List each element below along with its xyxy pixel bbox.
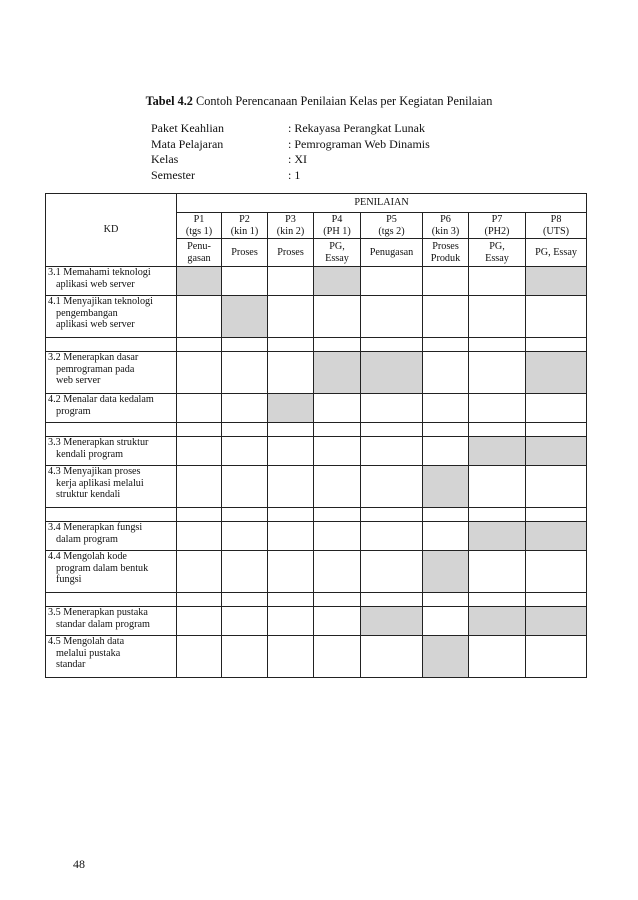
column-method-p3 (268, 239, 314, 267)
kd-line: standar (56, 659, 86, 671)
meta-label: Semester (151, 167, 195, 182)
empty-cell (222, 394, 268, 423)
method-text: Penu- (187, 240, 211, 252)
kd-cell (46, 607, 177, 636)
shaded-cell (222, 296, 268, 338)
spacer-row (46, 508, 587, 522)
column-code: P2 (239, 213, 250, 225)
empty-cell (268, 267, 314, 296)
empty-cell (526, 551, 587, 593)
empty-cell (46, 423, 177, 437)
empty-cell (222, 466, 268, 508)
empty-cell (314, 466, 361, 508)
page-number: 48 (73, 857, 85, 871)
empty-cell (314, 296, 361, 338)
empty-cell (177, 636, 222, 678)
empty-cell (46, 508, 177, 522)
method-text: gasan (187, 252, 211, 264)
meta-row (151, 137, 430, 153)
kd-line: program dalam bentuk (56, 562, 149, 574)
empty-cell (314, 423, 361, 437)
empty-cell (222, 352, 268, 394)
column-code: P1 (193, 213, 205, 225)
kd-line: pengembangan (56, 307, 118, 319)
kd-line: web server (56, 375, 101, 387)
kd-line: 3.3 Menerapkan struktur (48, 437, 149, 448)
empty-cell (177, 466, 222, 508)
kd-line: standar dalam program (56, 618, 150, 630)
empty-cell (314, 437, 361, 466)
table-row (46, 607, 587, 636)
empty-cell (177, 423, 222, 437)
empty-cell (268, 296, 314, 338)
empty-cell (268, 352, 314, 394)
empty-cell (222, 508, 268, 522)
column-header-p8 (526, 213, 587, 239)
table-row (46, 522, 587, 551)
column-sub: (PH2) (484, 225, 510, 237)
kd-line: 3.5 Menerapkan pustaka (48, 607, 148, 618)
kd-cell (46, 466, 177, 508)
kd-cell (46, 522, 177, 551)
kd-header: KD (46, 194, 177, 267)
shaded-cell (423, 466, 469, 508)
empty-cell (177, 508, 222, 522)
kd-cell (46, 352, 177, 394)
kd-line: 4.2 Menalar data kedalam (48, 394, 154, 405)
shaded-cell (526, 352, 587, 394)
empty-cell (423, 338, 469, 352)
empty-cell (469, 551, 526, 593)
empty-cell (526, 466, 587, 508)
empty-cell (361, 551, 423, 593)
kd-line: 3.2 Menerapkan dasar (48, 352, 139, 363)
empty-cell (268, 593, 314, 607)
shaded-cell (314, 267, 361, 296)
spacer-row (46, 338, 587, 352)
empty-cell (222, 593, 268, 607)
kd-line: 4.1 Menyajikan teknologi (48, 296, 153, 307)
empty-cell (268, 437, 314, 466)
column-method-p7 (469, 239, 526, 267)
shaded-cell (361, 607, 423, 636)
empty-cell (469, 466, 526, 508)
shaded-cell (526, 437, 587, 466)
empty-cell (526, 338, 587, 352)
column-header-p3 (268, 213, 314, 239)
shaded-cell (361, 352, 423, 394)
empty-cell (361, 296, 423, 338)
column-method-p1 (177, 239, 222, 267)
empty-cell (222, 267, 268, 296)
header-row-penilaian (46, 194, 587, 213)
empty-cell (361, 593, 423, 607)
empty-cell (526, 423, 587, 437)
empty-cell (268, 522, 314, 551)
column-sub: (kin 3) (431, 225, 460, 237)
kd-line: 3.4 Menerapkan fungsi (48, 522, 143, 533)
column-code: P7 (491, 213, 503, 225)
empty-cell (314, 607, 361, 636)
empty-cell (177, 394, 222, 423)
kd-cell (46, 636, 177, 678)
empty-cell (526, 394, 587, 423)
empty-cell (314, 636, 361, 678)
empty-cell (469, 593, 526, 607)
empty-cell (268, 551, 314, 593)
method-text: Proses (231, 246, 258, 258)
empty-cell (361, 508, 423, 522)
assessment-table (45, 193, 587, 678)
column-header-p1 (177, 213, 222, 239)
kd-cell (46, 267, 177, 296)
method-text: Proses (277, 246, 304, 258)
empty-cell (314, 551, 361, 593)
empty-cell (526, 593, 587, 607)
column-code: P5 (386, 213, 397, 225)
table-row (46, 437, 587, 466)
empty-cell (361, 394, 423, 423)
empty-cell (268, 338, 314, 352)
empty-cell (268, 466, 314, 508)
column-header-p6 (423, 213, 469, 239)
empty-cell (314, 522, 361, 551)
table-caption (0, 94, 638, 109)
meta-value: : 1 (288, 167, 301, 182)
method-text: Essay (325, 252, 349, 264)
kd-line: 4.3 Menyajikan proses (48, 466, 141, 477)
method-text: Produk (430, 252, 461, 264)
empty-cell (423, 508, 469, 522)
column-code: P4 (331, 213, 343, 225)
shaded-cell (469, 437, 526, 466)
method-text: PG, (489, 240, 505, 252)
empty-cell (469, 423, 526, 437)
empty-cell (526, 636, 587, 678)
method-text: PG, Essay (535, 246, 577, 258)
kd-cell (46, 394, 177, 423)
empty-cell (361, 522, 423, 551)
shaded-cell (268, 394, 314, 423)
empty-cell (423, 352, 469, 394)
shaded-cell (314, 352, 361, 394)
table-row (46, 636, 587, 678)
empty-cell (469, 352, 526, 394)
kd-line: kerja aplikasi melalui (56, 477, 144, 489)
column-method-p6 (423, 239, 469, 267)
empty-cell (469, 508, 526, 522)
kd-line: 4.4 Mengolah kode (48, 551, 127, 562)
empty-cell (177, 551, 222, 593)
meta-info (151, 121, 430, 183)
meta-row (151, 168, 430, 184)
column-sub: (PH 1) (323, 225, 351, 237)
kd-line: 3.1 Memahami teknologi (48, 267, 151, 278)
column-method-p5 (361, 239, 423, 267)
kd-line: fungsi (56, 574, 82, 586)
empty-cell (361, 437, 423, 466)
kd-line: program (56, 405, 91, 417)
table-row (46, 466, 587, 508)
empty-cell (177, 607, 222, 636)
empty-cell (526, 296, 587, 338)
meta-value: : XI (288, 152, 307, 167)
method-text: PG, (329, 240, 345, 252)
meta-row (151, 152, 430, 168)
kd-line: melalui pustaka (56, 647, 121, 659)
empty-cell (268, 508, 314, 522)
empty-cell (423, 394, 469, 423)
empty-cell (46, 593, 177, 607)
kd-cell (46, 296, 177, 338)
empty-cell (177, 593, 222, 607)
empty-cell (361, 267, 423, 296)
empty-cell (423, 437, 469, 466)
empty-cell (268, 636, 314, 678)
empty-cell (361, 338, 423, 352)
meta-value: : Pemrograman Web Dinamis (288, 136, 430, 151)
kd-line: 4.5 Mengolah data (48, 636, 125, 647)
empty-cell (268, 423, 314, 437)
column-header-p2 (222, 213, 268, 239)
table-row (46, 394, 587, 423)
empty-cell (423, 296, 469, 338)
empty-cell (314, 593, 361, 607)
column-sub: (kin 2) (276, 225, 305, 237)
kd-line: aplikasi web server (56, 319, 135, 331)
table-row (46, 551, 587, 593)
column-sub: (tgs 1) (185, 225, 213, 237)
empty-cell (423, 593, 469, 607)
column-code: P8 (550, 213, 562, 225)
caption-label: Tabel 4.2 (145, 94, 193, 108)
kd-cell (46, 551, 177, 593)
empty-cell (177, 352, 222, 394)
shaded-cell (526, 267, 587, 296)
empty-cell (314, 508, 361, 522)
meta-label: Mata Pelajaran (151, 136, 224, 151)
kd-line: aplikasi web server (56, 278, 135, 290)
penilaian-header: PENILAIAN (177, 194, 587, 213)
empty-cell (361, 423, 423, 437)
empty-cell (177, 437, 222, 466)
empty-cell (268, 607, 314, 636)
method-text: Essay (485, 252, 509, 264)
empty-cell (222, 522, 268, 551)
spacer-row (46, 423, 587, 437)
empty-cell (222, 437, 268, 466)
shaded-cell (526, 607, 587, 636)
column-method-p2 (222, 239, 268, 267)
spacer-row (46, 593, 587, 607)
empty-cell (469, 338, 526, 352)
table-row (46, 267, 587, 296)
column-header-p7 (469, 213, 526, 239)
empty-cell (469, 296, 526, 338)
empty-cell (222, 636, 268, 678)
method-text: Proses (432, 240, 459, 252)
empty-cell (222, 607, 268, 636)
column-header-p4 (314, 213, 361, 239)
empty-cell (361, 636, 423, 678)
column-sub: (tgs 2) (378, 225, 405, 237)
method-text: Penugasan (369, 246, 414, 258)
empty-cell (423, 423, 469, 437)
empty-cell (314, 338, 361, 352)
meta-label: Kelas (151, 152, 179, 167)
column-method-p4 (314, 239, 361, 267)
meta-label: Paket Keahlian (151, 121, 224, 135)
shaded-cell (177, 267, 222, 296)
empty-cell (423, 522, 469, 551)
table-row (46, 296, 587, 338)
table-body (46, 194, 587, 678)
column-code: P3 (285, 213, 296, 225)
column-sub: (UTS) (543, 225, 570, 237)
empty-cell (177, 296, 222, 338)
empty-cell (222, 338, 268, 352)
empty-cell (526, 508, 587, 522)
shaded-cell (423, 551, 469, 593)
shaded-cell (423, 636, 469, 678)
shaded-cell (526, 522, 587, 551)
column-header-p5 (361, 213, 423, 239)
empty-cell (423, 267, 469, 296)
empty-cell (469, 394, 526, 423)
empty-cell (46, 338, 177, 352)
column-sub: (kin 1) (230, 225, 259, 237)
kd-line: kendali program (56, 448, 124, 460)
kd-line: dalam program (56, 533, 118, 545)
empty-cell (177, 338, 222, 352)
empty-cell (314, 394, 361, 423)
empty-cell (222, 551, 268, 593)
shaded-cell (469, 607, 526, 636)
empty-cell (423, 607, 469, 636)
shaded-cell (469, 522, 526, 551)
kd-cell (46, 437, 177, 466)
column-code: P6 (440, 213, 451, 225)
empty-cell (361, 466, 423, 508)
kd-line: struktur kendali (56, 489, 121, 501)
meta-row (151, 121, 430, 137)
empty-cell (469, 267, 526, 296)
meta-value: : Rekayasa Perangkat Lunak (288, 121, 425, 135)
caption-text: Contoh Perencanaan Penilaian Kelas per Kegiatan Penilaian (196, 94, 493, 108)
empty-cell (469, 636, 526, 678)
table-row (46, 352, 587, 394)
empty-cell (177, 522, 222, 551)
column-method-p8 (526, 239, 587, 267)
kd-line: pemrograman pada (56, 363, 135, 375)
empty-cell (222, 423, 268, 437)
